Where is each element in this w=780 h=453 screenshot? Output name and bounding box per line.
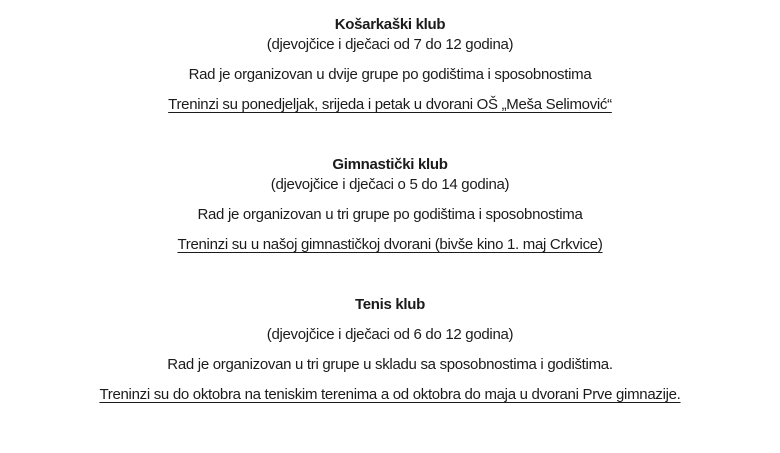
club-title: Gimnastički klub (332, 156, 448, 173)
club-training-schedule: Treninzi su u našoj gimnastičkoj dvorani (bivše kino 1. maj Crkvice) (177, 236, 603, 253)
club-organization-text: Rad je organizovan u tri grupe u skladu sa sposobnostima i godištima. (167, 356, 613, 373)
club-organization-text: Rad je organizovan u tri grupe po godištima i sposobnostima (197, 206, 583, 223)
club-age-range: (djevojčice i dječaci od 6 do 12 godina) (266, 326, 514, 343)
club-title: Tenis klub (354, 296, 426, 313)
club-organization-text: Rad je organizovan u dvije grupe po godištima i sposobnostima (188, 66, 592, 83)
club-section-kosarkaski (0, 15, 780, 115)
club-title: Košarkaški klub (334, 16, 446, 33)
club-training-schedule: Treninzi su do oktobra na teniskim terenima a od oktobra do maja u dvorani Prve gimnazije. (99, 386, 681, 403)
club-training-schedule: Treninzi su ponedjeljak, srijeda i petak u dvorani OŠ „Meša Selimović“ (168, 96, 612, 113)
club-age-range: (djevojčice i dječaci od 7 do 12 godina) (266, 36, 514, 53)
club-section-tenis (0, 295, 780, 405)
club-section-gimnasticki (0, 155, 780, 255)
club-age-range: (djevojčice i dječaci o 5 do 14 godina) (270, 176, 510, 193)
